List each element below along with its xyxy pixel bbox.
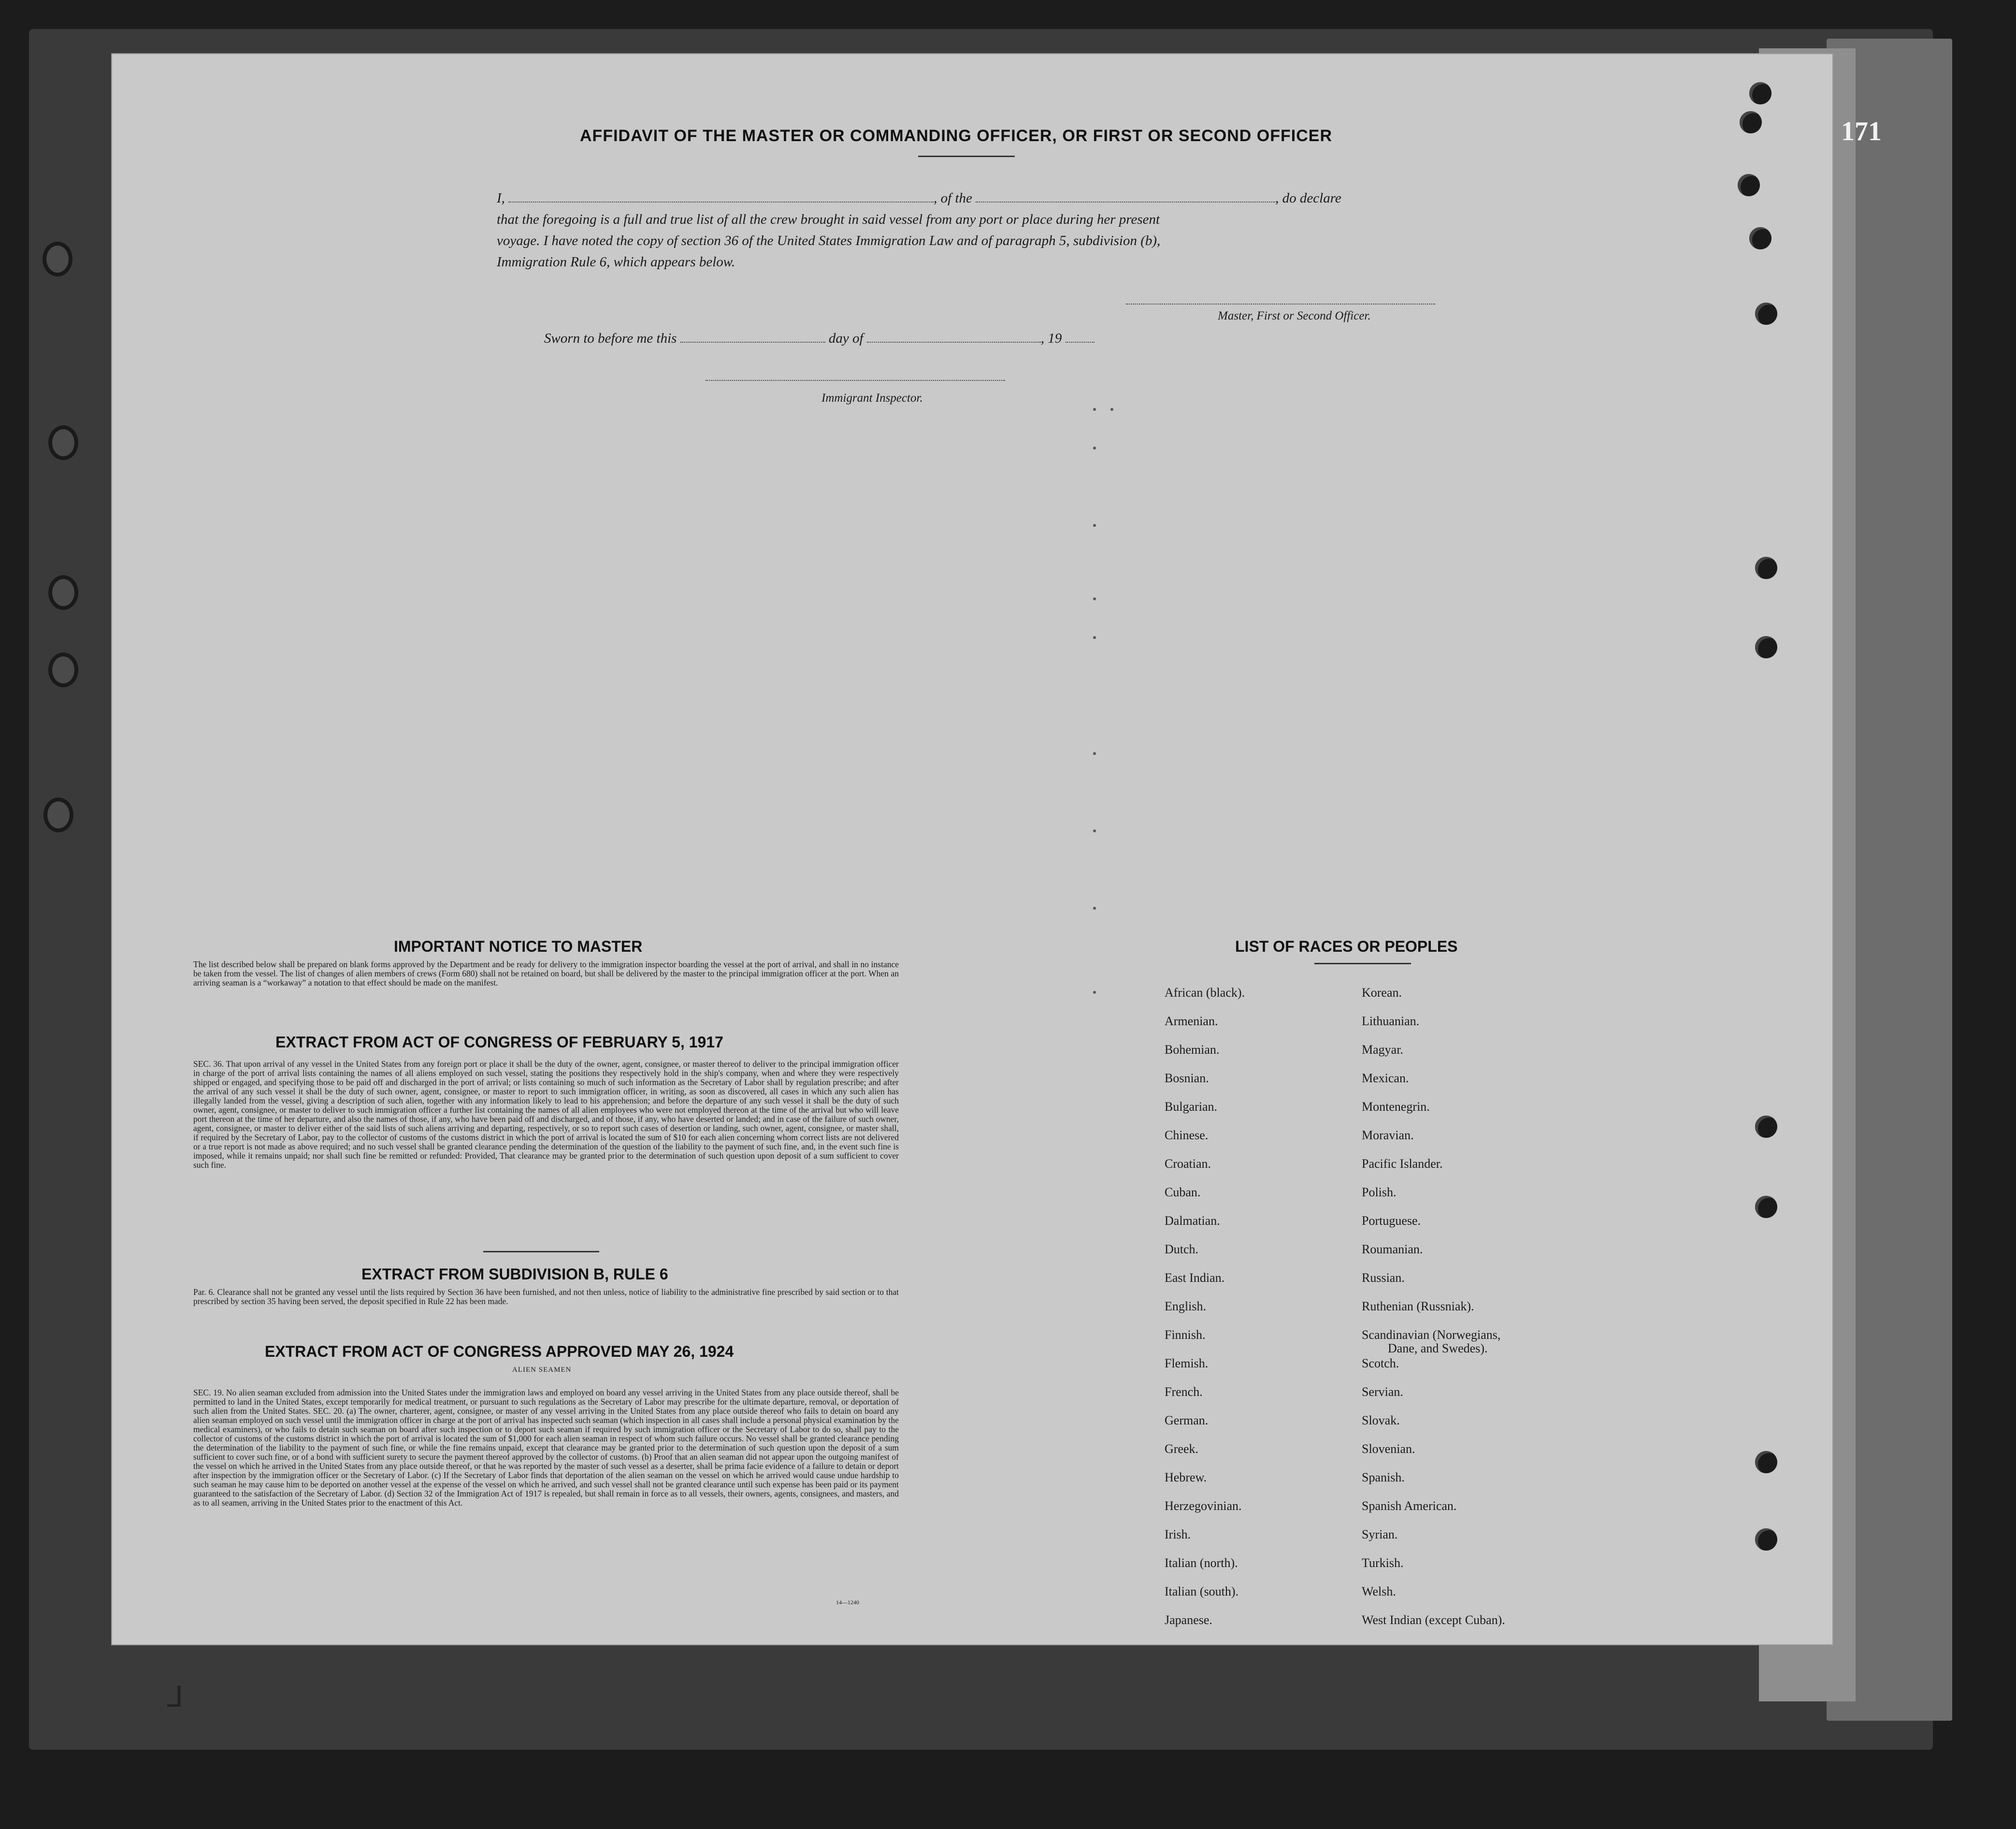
punch-hole <box>1755 1196 1777 1218</box>
race-item: Welsh. <box>1362 1584 1396 1598</box>
race-item: Russian. <box>1362 1271 1405 1285</box>
race-item: Lithuanian. <box>1362 1014 1420 1028</box>
race-item: Portuguese. <box>1362 1214 1421 1228</box>
race-item: Chinese. <box>1165 1128 1209 1142</box>
race-item: Dane, and Swedes). <box>1388 1341 1488 1355</box>
race-item: Pacific Islander. <box>1362 1157 1443 1171</box>
punch-hole <box>1755 303 1777 325</box>
faint-mark <box>1093 636 1096 639</box>
notice-body: The list described below shall be prepared on blank forms approved by the Department and be ready for delivery to the immigration inspector boarding the vessel at the port of arrival, and shall in no instance be taken from the vessel. The list of changes of alien members of crews (Form 680) shall not be retained on board, but shall be delivered by the master to the principal immigration officer at the port. When an arriving seaman is a “workaway” a notation to that effect should be made on the manifest. <box>193 959 899 987</box>
extract-rule6-body: Par. 6. Clearance shall not be granted any vessel until the lists required by Section 36 have been furnished, and not then unless, notice of liability to the administrative fine prescribed by said section or to that prescribed by section 35 having been served, the deposit specified in Rule 22 has been made. <box>193 1287 899 1306</box>
inspector-signature-line[interactable] <box>706 380 1005 381</box>
race-item: Moravian. <box>1362 1128 1414 1142</box>
race-item: Croatian. <box>1165 1157 1211 1171</box>
extract-rule6-title: EXTRACT FROM SUBDIVISION B, RULE 6 <box>361 1265 668 1283</box>
binder-ring-hole <box>48 575 78 610</box>
race-item: Armenian. <box>1165 1014 1218 1028</box>
inspector-label: Immigrant Inspector. <box>821 392 923 405</box>
race-item: Scotch. <box>1362 1356 1399 1370</box>
race-item: East Indian. <box>1165 1271 1225 1285</box>
race-item: Italian (north). <box>1165 1556 1238 1570</box>
punch-hole <box>1755 1451 1777 1473</box>
punch-hole <box>1755 1116 1777 1138</box>
declaration-of-the: , of the <box>934 190 972 206</box>
race-item: Dalmatian. <box>1165 1214 1220 1228</box>
race-item: Slovenian. <box>1362 1442 1415 1456</box>
master-signature-line[interactable] <box>1126 304 1435 305</box>
race-item: Scandinavian (Norwegians, <box>1362 1328 1501 1342</box>
notice-title: IMPORTANT NOTICE TO MASTER <box>394 938 643 955</box>
declaration-do-declare: , do declare <box>1275 190 1341 206</box>
declaration-i: I, <box>497 190 505 206</box>
race-item: Syrian. <box>1362 1527 1398 1541</box>
section-divider <box>483 1251 599 1252</box>
race-item: Korean. <box>1362 986 1402 1000</box>
punch-hole <box>1755 1528 1777 1551</box>
race-item: German. <box>1165 1413 1209 1427</box>
punch-hole <box>1749 82 1771 104</box>
extract-1924-body: SEC. 19. No alien seaman excluded from admission into the United States under the immigration laws and employed on board any vessel arriving in the United States from any place outside thereof, shall be permitted to land in the United States, except temporarily for medical treatment, or pursuant to such regulations as the Secretary of Labor may prescribe for the ultimate departure, removal, or deportation of such alien from the United States. SEC. 20. (a) The owner, charterer, agent, consignee, or master of any vessel arriving in the United States from any place outside thereof who fails to detain on board any alien seaman employed on such vessel until the immigration officer in charge at the port of arrival has inspected such seaman (which inspection in all cases shall include a personal physical examination by the medical examiners), or who fails to detain such seaman on board after such inspection or to deport such seaman if required by such immigration officer or the Secretary of Labor to do so, shall pay to the collector of customs of the customs district in which the port of arrival is located the sum of $1,000 for each alien seaman in respect of whom such failure occurs. No vessel shall be granted clearance pending the determination of the liability to the payment of such fine, or while the fine remains unpaid, except that clearance may be granted prior to the determination of such question upon the deposit of a sum sufficient to cover such fine, or of a bond with sufficient surety to secure the payment thereof approved by the collector of customs. (b) Proof that an alien seaman did not appear upon the outgoing manifest of the vessel on which he arrived in the United States from any place outside thereof, or that he was reported by the master of such vessel as a deserter, shall be prima facie evidence of a failure to detain or deport after inspection by the immigration officer or the Secretary of Labor. (c) If the Secretary of Labor finds that deportation of the alien seaman on the vessel on which he arrived would cause undue hardship to such seaman he may cause him to be deported on another vessel at the expense of the vessel on which he arrived, and such vessel shall not be granted clearance until such expense has been paid or its payment guaranteed to the satisfaction of the Secretary of Labor. (d) Section 32 of the Immigration Act of 1917 is repealed, but shall remain in force as to all vessels, their owners, agents, consignees, and masters, and as to all seamen, arriving in the United States prior to the enactment of this Act. <box>193 1388 899 1508</box>
punch-hole <box>1738 174 1760 196</box>
race-item: Japanese. <box>1165 1613 1212 1627</box>
race-item: Greek. <box>1165 1442 1199 1456</box>
race-item: Bosnian. <box>1165 1071 1209 1085</box>
race-item: Spanish American. <box>1362 1499 1457 1513</box>
races-title: LIST OF RACES OR PEOPLES <box>1235 938 1458 955</box>
race-item: Flemish. <box>1165 1356 1209 1370</box>
faint-mark <box>1093 408 1096 411</box>
race-item: Italian (south). <box>1165 1584 1239 1598</box>
race-item: Roumanian. <box>1362 1242 1423 1256</box>
master-name-blank[interactable] <box>508 191 934 203</box>
faint-mark <box>1093 829 1096 832</box>
declaration-line-4: Immigration Rule 6, which appears below. <box>497 254 735 270</box>
race-item: French. <box>1165 1385 1203 1399</box>
punch-hole <box>1755 636 1777 658</box>
binder-ring-hole <box>43 798 73 832</box>
sworn-label: Sworn to before me this <box>544 331 677 346</box>
race-item: Irish. <box>1165 1527 1191 1541</box>
race-item: Hebrew. <box>1165 1470 1207 1484</box>
race-item: Bulgarian. <box>1165 1100 1218 1114</box>
race-item: Turkish. <box>1362 1556 1404 1570</box>
extract-1917-body: SEC. 36. That upon arrival of any vessel in the United States from any foreign port or place it shall be the duty of the owner, agent, consignee, or master thereof to deliver to the principal immigration officer in charge of the port of arrival lists containing the names of all aliens employed on such vessel, stating the positions they respectively hold in the ship's company, when and where they were respectively shipped or engaged, and specifying those to be paid off and discharged in the port of arrival; or lists containing so much of such information as the Secretary of Labor shall by regulation prescribe; and after the arrival of any such vessel it shall be the duty of such owner, agent, consignee, or master to report to such immigration officer, in writing, as soon as discovered, all cases in which any such alien has illegally landed from the vessel, giving a description of such alien, together with any information likely to lead to his apprehension; and before the departure of any such vessel it shall be the duty of such owner, agent, consignee, or master to deliver to such immigration officer a further list containing the names of all alien employees who were not employed thereon at the time of the arrival but who will leave port thereon at the time of her departure, and also the names of those, if any, who have been paid off and discharged, and of those, if any, who have deserted or landed; and in case of the failure of such owner, agent, consignee, or master to deliver either of the said lists of such aliens arriving and departing, respectively, or so to report such cases of desertion or landing, such owner, agent, consignee, or master shall, if required by the Secretary of Labor, pay to the collector of customs of the customs district in which the port of arrival is located the sum of $10 for each alien concerning whom correct lists are not delivered or a true report is not made as above required; and no such vessel shall be granted clearance pending the determination of the question of the liability to the payment of such fine, and, in the event such fine is imposed, while it remains unpaid; nor shall such fine be remitted or refunded: Provided, That clearance may be granted prior to the determination of such question upon deposit of a sum sufficient to cover such fine. <box>193 1059 899 1170</box>
punch-hole <box>1755 557 1777 579</box>
race-item: Mexican. <box>1362 1071 1409 1085</box>
declaration-line-2: that the foregoing is a full and true list of all the crew brought in said vessel from any port or place during her present <box>497 212 1160 227</box>
race-item: Polish. <box>1362 1185 1397 1199</box>
binder-ring-hole <box>48 425 78 460</box>
alien-seamen-subtitle: ALIEN SEAMEN <box>512 1366 572 1374</box>
race-item: African (black). <box>1165 986 1245 1000</box>
faint-mark <box>1093 524 1096 527</box>
race-item: Magyar. <box>1362 1043 1403 1057</box>
race-item: Cuban. <box>1165 1185 1201 1199</box>
title-divider <box>918 156 1015 157</box>
affidavit-title: AFFIDAVIT OF THE MASTER OR COMMANDING OFFICER, OR FIRST OR SECOND OFFICER <box>580 127 1332 145</box>
declaration-line-1 <box>497 188 1444 209</box>
faint-mark <box>1093 907 1096 910</box>
race-item: Slovak. <box>1362 1413 1400 1427</box>
faint-mark <box>1093 991 1096 994</box>
punch-hole <box>1740 111 1762 133</box>
master-signature-label: Master, First or Second Officer. <box>1218 309 1371 322</box>
sworn-statement <box>544 331 1094 347</box>
declaration-line-3: voyage. I have noted the copy of section 36 of the United States Immigration Law and of paragraph 5, subdivision (b), <box>497 233 1161 248</box>
sworn-date-blank[interactable] <box>680 342 825 343</box>
race-item: Finnish. <box>1165 1328 1206 1342</box>
race-item: Spanish. <box>1362 1470 1405 1484</box>
page-number: 171 <box>1841 116 1882 146</box>
affidavit-declaration <box>497 188 1444 273</box>
race-item: English. <box>1165 1299 1206 1313</box>
race-item: Montenegrin. <box>1362 1100 1430 1114</box>
binder-ring-hole <box>43 242 72 276</box>
race-item: Bohemian. <box>1165 1043 1220 1057</box>
form-code: 14—1240 <box>836 1599 859 1606</box>
handwritten-mark: ⅃ <box>167 1680 184 1714</box>
race-item: Servian. <box>1362 1385 1403 1399</box>
sworn-year-label: , 19 <box>1040 331 1062 346</box>
faint-mark <box>1093 752 1096 755</box>
sworn-year-blank[interactable] <box>1066 342 1094 343</box>
extract-1924-title: EXTRACT FROM ACT OF CONGRESS APPROVED MAY 26, 1924 <box>265 1343 734 1360</box>
vessel-name-blank[interactable] <box>976 191 1275 203</box>
race-item: Ruthenian (Russniak). <box>1362 1299 1474 1313</box>
binder-ring-hole <box>48 653 78 687</box>
races-divider <box>1314 963 1411 964</box>
faint-mark <box>1110 408 1113 411</box>
sworn-month-blank[interactable] <box>867 342 1041 343</box>
punch-hole <box>1749 227 1771 249</box>
faint-mark <box>1093 597 1096 600</box>
race-item: West Indian (except Cuban). <box>1362 1613 1505 1627</box>
faint-mark <box>1093 447 1096 450</box>
sworn-day-label: day of <box>828 331 864 346</box>
race-item: Herzegovinian. <box>1165 1499 1242 1513</box>
race-item: Dutch. <box>1165 1242 1199 1256</box>
extract-1917-title: EXTRACT FROM ACT OF CONGRESS OF FEBRUARY 5, 1917 <box>275 1033 723 1051</box>
